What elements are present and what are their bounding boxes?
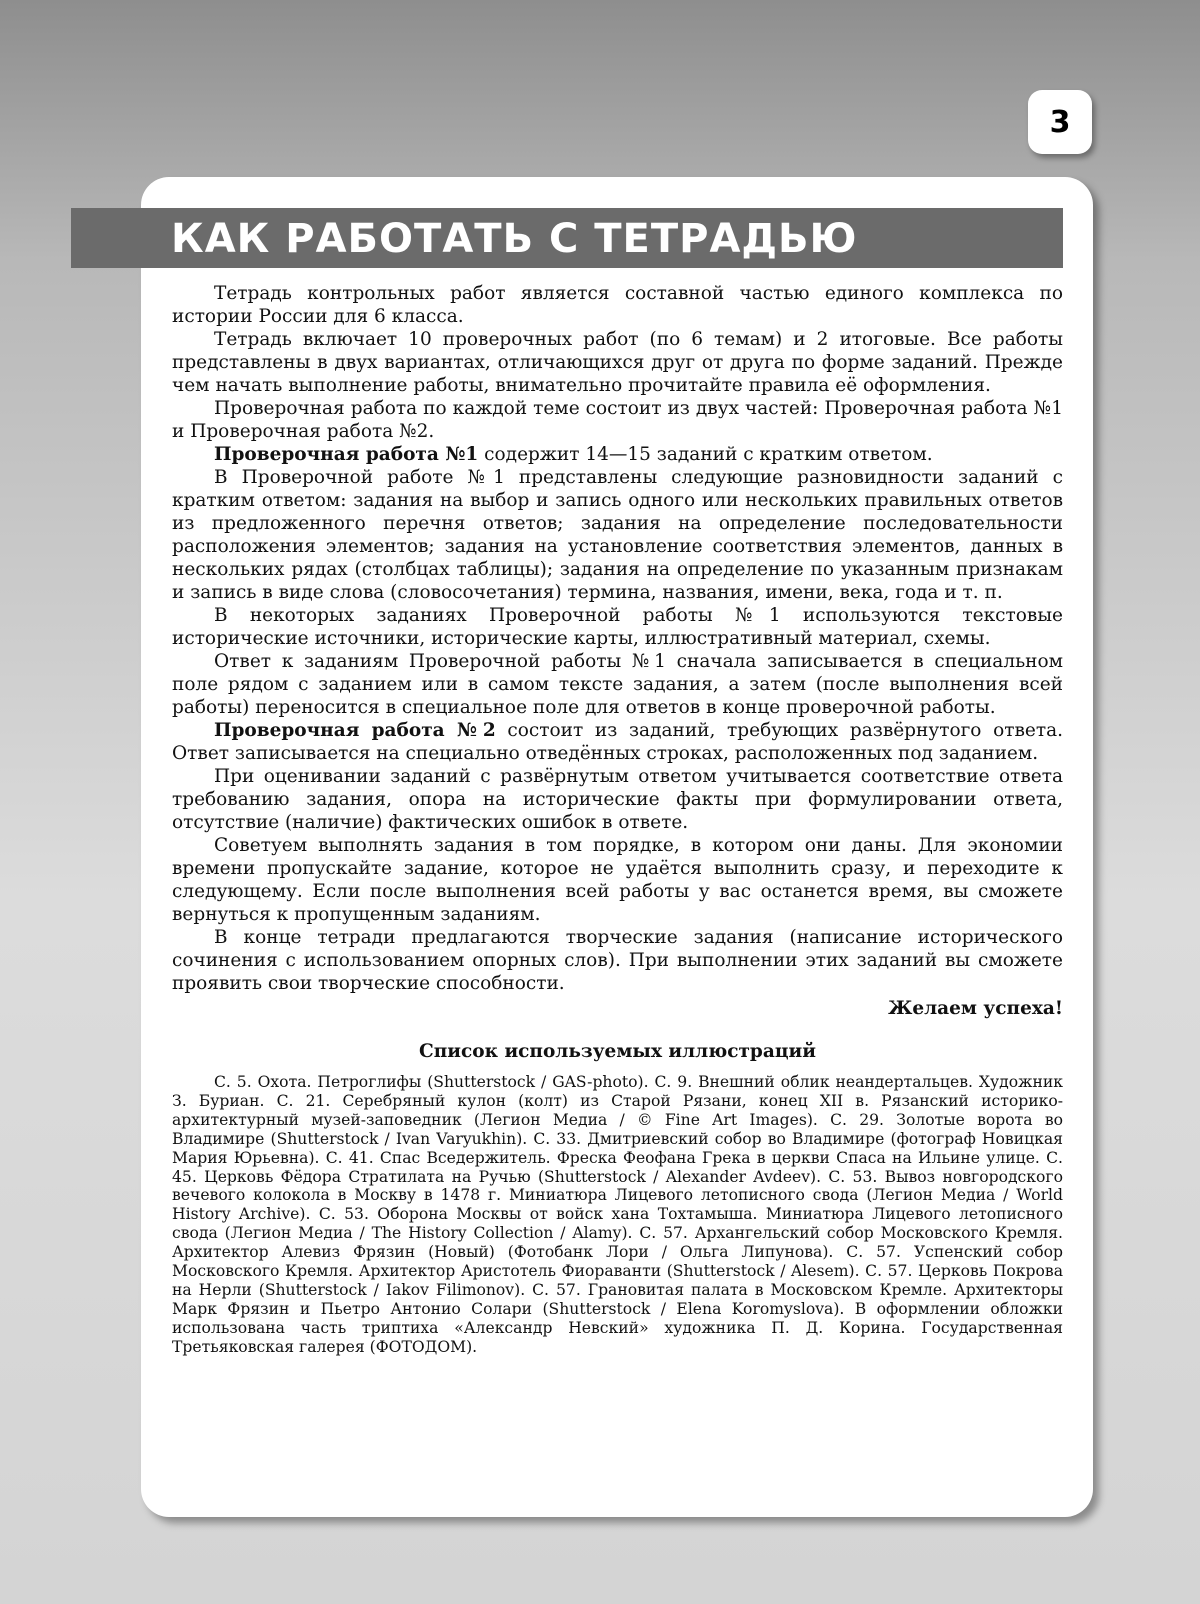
paragraph-work2 [172,719,1063,765]
paragraph-intro: Тетрадь контрольных работ является составной частью единого комплекса по истории России для 6 класса. [172,283,1063,327]
work2-heading: Проверочная работа №2 [214,720,496,741]
work1-description: содержит 14—15 заданий с кратким ответом. [478,444,933,465]
illustrations-heading: Список используемых иллюстраций [419,1041,816,1062]
page-title: КАК РАБОТАТЬ С ТЕТРАДЬЮ [171,216,858,262]
work2-description: состоит из заданий, требующих развёрнутого ответа. Ответ записывается на специально отведённых строках, расположенных под заданием. [172,720,1064,764]
paragraph-answer-entry: Ответ к заданиям Проверочной работы №1 сначала записывается в специальном поле рядом с заданием или в самом тексте задания, а затем (после выполнения всей работы) переносится в специальное поле для ответов в конце проверочной работы. [172,651,1063,718]
paragraph-parts: Проверочная работа по каждой теме состоит из двух частей: Проверочная работа №1 и Проверочная работа №2. [172,398,1063,442]
closing-wish: Желаем успеха! [888,998,1063,1019]
page-number: 3 [1028,90,1092,154]
paragraph-grading: При оценивании заданий с развёрнутым ответом учитывается соответствие ответа требованию задания, опора на исторические факты при формулировании ответа, отсутствие (наличие) фактических ошибок в ответе. [172,766,1063,833]
paragraph-structure: Тетрадь включает 10 проверочных работ (по 6 темам) и 2 итоговые. Все работы представлены в двух вариантах, отличающихся друг от друга по форме заданий. Прежде чем начать выполнение работы, внимательно прочитайте правила её оформления. [172,329,1063,396]
paragraph-work1 [172,443,1063,466]
paragraph-sources: В некоторых заданиях Проверочной работы №1 используются текстовые исторические источники, исторические карты, иллюстративный материал, схемы. [172,605,1063,649]
paragraph-creative: В конце тетради предлагаются творческие задания (написание исторического сочинения с использованием опорных слов). При выполнении этих заданий вы сможете проявить свои творческие способности. [172,927,1063,994]
paragraph-task-types: В Проверочной работе №1 представлены следующие разновидности заданий с кратким ответом: задания на выбор и запись одного или нескольких правильных ответов из предложенного перечня ответов; задания на определение последовательности расположения элементов; задания на установление соответствия элементов, данных в нескольких рядах (столбцах таблицы); задания на определение по указанным признакам и запись в виде слова (словосочетания) термина, названия, имени, века, года и т. п. [172,467,1063,603]
illustrations-list: С. 5. Охота. Петроглифы (Shutterstock / GAS-photo). С. 9. Внешний облик неандертальцев. Художник З. Буриан. С. 21. Серебряный кулон (колт) из Старой Рязани, конец XII в. Рязанский историко-архитектурный музей-заповедник (Легион Медиа / © Fine Art Images). С. 29. Золотые ворота во Владимире (Shutterstock / Ivan Varyukhin). С. 33. Дмитриевский собор во Владимире (фотограф Новицкая Мария Юрьевна). С. 41. Спас Вседержитель. Фреска Феофана Грека в церкви Спаса на Ильине улице. С. 45. Церковь Фёдора Стратилата на Ручью (Shutterstock / Alexander Avdeev). С. 53. Вывоз новгородского вечевого колокола в Москву в 1478 г. Миниатюра Лицевого летописного свода (Легион Медиа / World History Archive). С. 53. Оборона Москвы от войск хана Тохтамыша. Миниатюра Лицевого летописного свода (Легион Медиа / The History Collection / Alamy). С. 57. Архангельский собор Московского Кремля. Архитектор Алевиз Фрязин (Новый) (Фотобанк Лори / Ольга Липунова). С. 57. Успенский собор Московского Кремля. Архитектор Аристотель Фиораванти (Shutterstock / Alesem). С. 57. Церковь Покрова на Нерли (Shutterstock / Iakov Filimonov). С. 57. Грановитая палата в Московском Кремле. Архитекторы Марк Фрязин и Пьетро Антонио Солари (Shutterstock / Elena Koromyslova). В оформлении обложки использована часть триптиха «Александр Невский» художника П. Д. Корина. Государственная Третьяковская галерея (ФОТОДОМ). [172,1073,1063,1356]
work1-heading: Проверочная работа №1 [214,444,479,465]
paragraph-advice: Советуем выполнять задания в том порядке, в котором они даны. Для экономии времени пропускайте задание, которое не удаётся выполнить сразу, и переходите к следующему. Если после выполнения всей работы у вас останется время, вы сможете вернуться к пропущенным заданиям. [172,835,1063,925]
main-content [172,282,1063,1357]
